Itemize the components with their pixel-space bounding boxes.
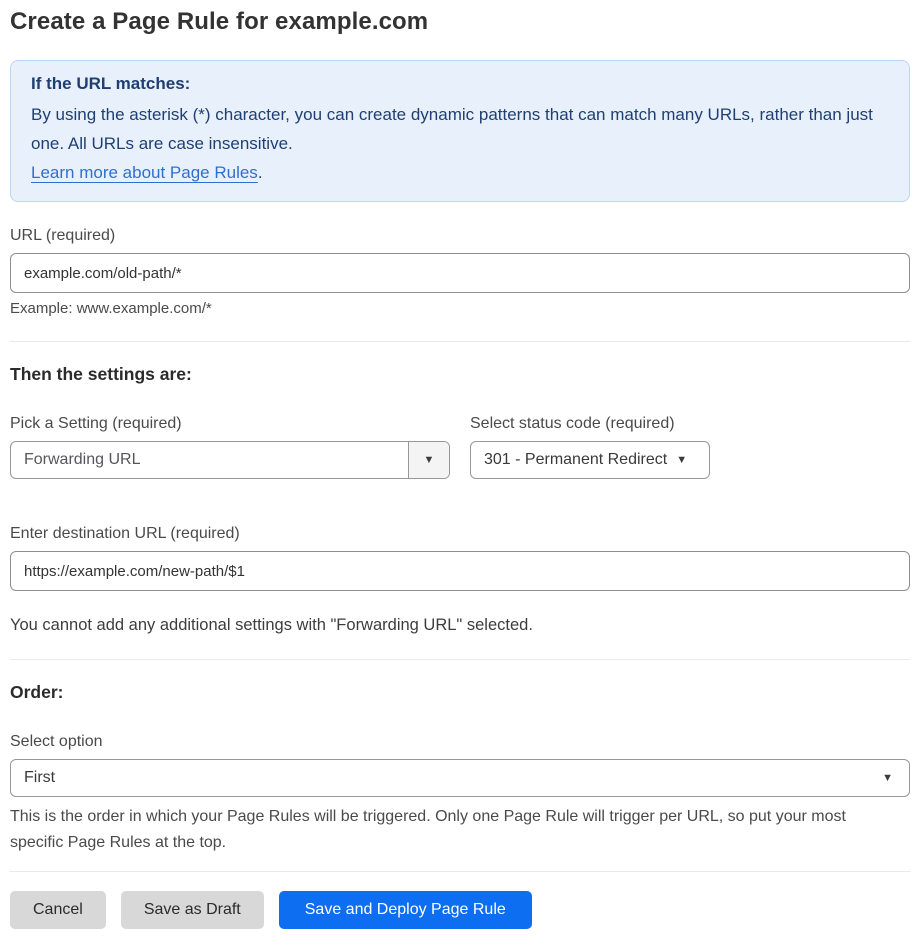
info-box-heading: If the URL matches: bbox=[31, 74, 191, 93]
status-code-column bbox=[470, 415, 710, 479]
order-dropdown-value: First bbox=[24, 769, 56, 786]
order-section-heading: Order: bbox=[10, 682, 64, 702]
page-title: Create a Page Rule for example.com bbox=[10, 8, 429, 35]
chevron-down-icon: ▼ bbox=[423, 453, 435, 466]
chevron-down-icon: ▼ bbox=[676, 453, 688, 466]
info-box-body: By using the asterisk (*) character, you can create dynamic patterns that can match many URLs, rather than just one. All URLs are case insensitive. bbox=[31, 105, 873, 153]
url-match-info-box bbox=[10, 60, 910, 202]
setting-picker-label: Pick a Setting (required) bbox=[10, 415, 182, 432]
order-dropdown[interactable] bbox=[10, 759, 910, 797]
status-code-dropdown[interactable] bbox=[470, 441, 710, 479]
divider-after-settings bbox=[10, 659, 910, 660]
link-suffix: . bbox=[257, 163, 263, 182]
action-buttons-row bbox=[10, 891, 910, 929]
order-select-label: Select option bbox=[10, 733, 103, 750]
cancel-button[interactable]: Cancel bbox=[10, 891, 106, 929]
save-and-deploy-button[interactable]: Save and Deploy Page Rule bbox=[279, 891, 532, 929]
settings-dropdown-row bbox=[10, 415, 910, 479]
setting-picker-column bbox=[10, 415, 450, 479]
order-helper-text: This is the order in which your Page Rules will be triggered. Only one Page Rule will trigger per URL, so put your most specific Page Rules at the top. bbox=[10, 808, 846, 851]
setting-picker-dropdown[interactable] bbox=[10, 441, 450, 479]
url-input[interactable] bbox=[10, 253, 910, 293]
divider-before-actions bbox=[10, 871, 910, 872]
chevron-down-icon: ▼ bbox=[882, 771, 893, 784]
setting-picker-arrow-button[interactable] bbox=[408, 442, 449, 478]
learn-more-link[interactable]: Learn more about Page Rules bbox=[31, 163, 258, 182]
status-code-value: 301 - Permanent Redirect bbox=[484, 451, 668, 468]
url-field-helper: Example: www.example.com/* bbox=[10, 300, 212, 317]
destination-url-label: Enter destination URL (required) bbox=[10, 525, 240, 542]
forwarding-url-note: You cannot add any additional settings with "Forwarding URL" selected. bbox=[10, 616, 533, 634]
info-link-line bbox=[31, 158, 889, 187]
divider-after-url bbox=[10, 341, 910, 342]
destination-url-input[interactable] bbox=[10, 551, 910, 591]
url-field-label: URL (required) bbox=[10, 227, 116, 244]
settings-section-heading: Then the settings are: bbox=[10, 364, 192, 384]
status-code-label: Select status code (required) bbox=[470, 415, 675, 432]
save-as-draft-button[interactable]: Save as Draft bbox=[121, 891, 264, 929]
setting-picker-value: Forwarding URL bbox=[24, 451, 141, 468]
